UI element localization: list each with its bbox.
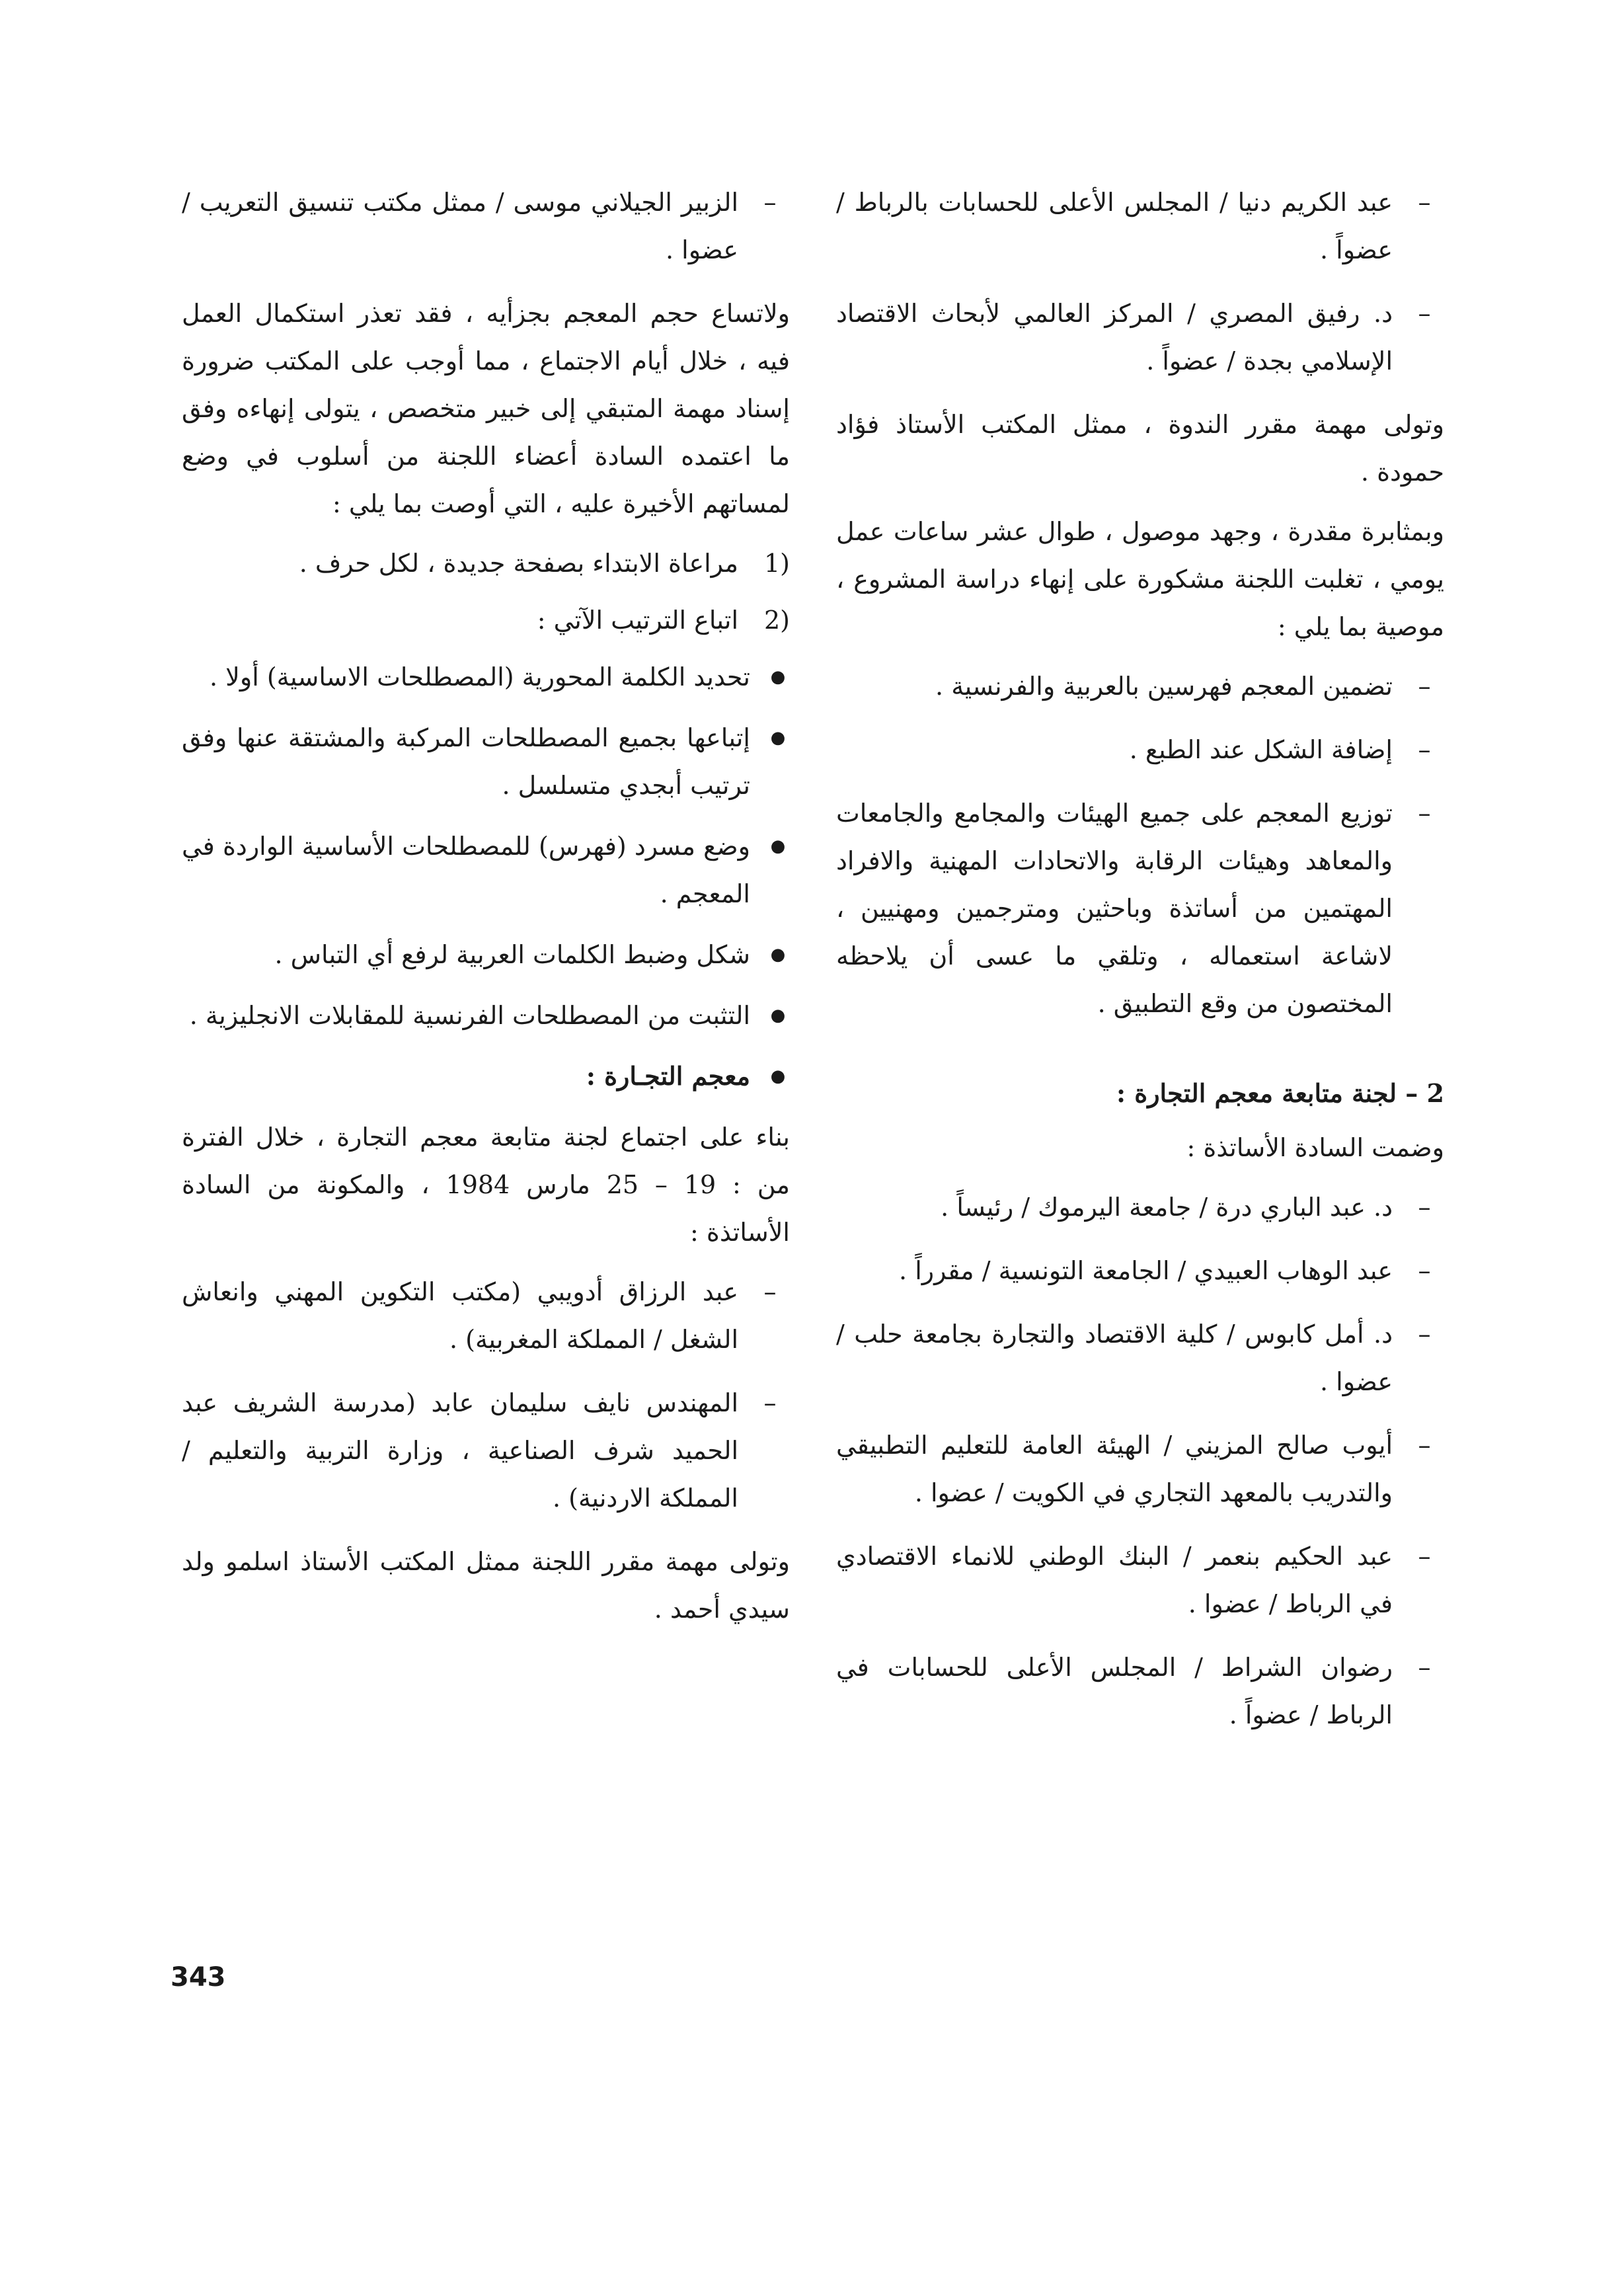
member-item xyxy=(836,1183,1444,1231)
bullet-item xyxy=(182,653,790,701)
member-item xyxy=(836,178,1444,274)
recommendation-item xyxy=(836,789,1444,1027)
recommendation-text: توزيع المعجم على جميع الهيئات والمجامع والجامعات والمعاهد وهيئات الرقابة والاتحادات المهنية والافراد المهتمين من أساتذة وباحثين ومترجمين ومهنيين ، لاشاعة استعماله ، وتلقي ما عسى أن يلاحظه المختصون من وقع التطبيق . xyxy=(836,799,1393,1018)
item-number: 1) xyxy=(763,549,790,578)
member-text: الزبير الجيلاني موسى / ممثل مكتب تنسيق التعريب / عضوا . xyxy=(182,188,738,264)
bullet-item xyxy=(182,931,790,978)
dash-mark: – xyxy=(1418,1256,1431,1285)
dash-mark: – xyxy=(1418,1193,1431,1222)
recommendation-text: تضمين المعجم فهرسين بالعربية والفرنسية . xyxy=(935,672,1393,701)
member-item xyxy=(182,1379,790,1522)
expansion-paragraph: ولاتساع حجم المعجم بجزأيه ، فقد تعذر استكمال العمل فيه ، خلال أيام الاجتماع ، مما أوجب على المكتب ضرورة إسناد مهمة المتبقي إلى خبير متخصص ، يتولى إنهاءه وفق ما اعتمده السادة أعضاء اللجنة من أسلوب في وضع لمساتهم الأخيرة عليه ، التي أوصت بما يلي : xyxy=(182,299,790,518)
bullet-icon: ● xyxy=(770,1006,786,1025)
dash-mark: – xyxy=(763,1388,777,1417)
member-text: المهندس نايف سليمان عابد (مدرسة الشريف عبد الحميد شرف الصناعية ، وزارة التربية والتعليم / المملكة الاردنية) . xyxy=(182,1388,738,1513)
member-item xyxy=(836,1532,1444,1628)
bullet-icon: ● xyxy=(770,836,786,856)
dash-mark: – xyxy=(763,1277,777,1306)
bullet-icon: ● xyxy=(770,945,786,965)
member-text: عبد الحكيم بنعمر / البنك الوطني للانماء الاقتصادي في الرباط / عضوا . xyxy=(836,1542,1393,1618)
dash-mark: – xyxy=(1418,188,1431,217)
commerce-heading xyxy=(182,1052,790,1100)
member-text: د. رفيق المصري / المركز العالمي لأبحاث الاقتصاد الإسلامي بجدة / عضواً . xyxy=(836,299,1393,376)
dash-mark: – xyxy=(763,188,777,217)
bullet-text: التثبت من المصطلحات الفرنسية للمقابلات الانجليزية . xyxy=(189,1001,750,1030)
dash-mark: – xyxy=(1418,735,1431,764)
dash-mark: – xyxy=(1418,1542,1431,1571)
member-text: عبد الوهاب العبيدي / الجامعة التونسية / مقرراً . xyxy=(899,1256,1393,1285)
numbered-text: اتباع الترتيب الآتي : xyxy=(537,606,738,635)
member-text: أيوب صالح المزيني / الهيئة العامة للتعليم التطبيقي والتدريب بالمعهد التجاري في الكويت / عضوا . xyxy=(836,1431,1393,1507)
numbered-item xyxy=(182,596,790,644)
member-item xyxy=(182,178,790,274)
bullet-item xyxy=(182,714,790,809)
bullet-text: إتباعها بجميع المصطلحات المركبة والمشتقة عنها وفق ترتيب أبجدي متسلسل . xyxy=(182,723,750,800)
member-text: عبد الرزاق أدويبي (مكتب التكوين المهني وانعاش الشغل / المملكة المغربية) . xyxy=(182,1277,738,1354)
dash-mark: – xyxy=(1418,1653,1431,1682)
bullet-text: شكل وضبط الكلمات العربية لرفع أي التباس . xyxy=(274,940,750,969)
member-item xyxy=(836,1247,1444,1294)
bullet-icon: ● xyxy=(770,728,786,748)
member-item xyxy=(836,1643,1444,1739)
numbered-text: مراعاة الابتداء بصفحة جديدة ، لكل حرف . xyxy=(299,549,738,578)
rapporteur-paragraph: وتولى مهمة مقرر اللجنة ممثل المكتب الأستاذ اسلمو ولد سيدي أحمد . xyxy=(182,1547,790,1624)
member-text: عبد الكريم دنيا / المجلس الأعلى للحسابات بالرباط / عضواً . xyxy=(836,188,1393,264)
bullet-icon: ● xyxy=(770,1066,786,1086)
section-heading: 2 – لجنة متابعة معجم التجارة : xyxy=(1116,1078,1444,1108)
bullet-icon: ● xyxy=(770,667,786,687)
right-column xyxy=(836,178,1444,1755)
recommendation-text: إضافة الشكل عند الطبع . xyxy=(1129,735,1393,764)
numbered-item xyxy=(182,539,790,587)
bullet-text: وضع مسرد (فهرس) للمصطلحات الأساسية الواردة في المعجم . xyxy=(182,832,750,908)
member-item xyxy=(182,1268,790,1363)
recommendation-item xyxy=(836,662,1444,710)
bullet-item xyxy=(182,822,790,918)
page-number: 343 xyxy=(171,1962,226,1993)
left-column xyxy=(182,178,790,1645)
bullet-item xyxy=(182,992,790,1039)
dash-mark: – xyxy=(1418,299,1431,328)
member-item xyxy=(836,290,1444,385)
dash-mark: – xyxy=(1418,672,1431,701)
section-intro: وضمت السادة الأساتذة : xyxy=(1186,1133,1444,1162)
rapporteur-paragraph: وتولى مهمة مقرر الندوة ، ممثل المكتب الأستاذ فؤاد حمودة . xyxy=(836,410,1444,487)
work-paragraph: وبمثابرة مقدرة ، وجهد موصول ، طوال عشر ساعات عمل يومي ، تغلبت اللجنة مشكورة على إنهاء دراسة المشروع ، موصية بما يلي : xyxy=(836,517,1444,641)
dash-mark: – xyxy=(1418,799,1431,828)
dash-mark: – xyxy=(1418,1431,1431,1460)
dash-mark: – xyxy=(1418,1320,1431,1349)
commerce-paragraph: بناء على اجتماع لجنة متابعة معجم التجارة ، خلال الفترة من : 19 – 25 مارس 1984 ، والمكونة من السادة الأساتذة : xyxy=(182,1123,791,1247)
bullet-text: تحديد الكلمة المحورية (المصطلحات الاساسية) أولا . xyxy=(210,662,750,692)
member-text: د. أمل كابوس / كلية الاقتصاد والتجارة بجامعة حلب / عضوا . xyxy=(836,1320,1393,1396)
recommendation-item xyxy=(836,726,1444,773)
member-text: رضوان الشراط / المجلس الأعلى للحسابات في الرباط / عضواً . xyxy=(836,1653,1393,1729)
member-item xyxy=(836,1310,1444,1405)
item-number: 2) xyxy=(763,606,790,635)
commerce-heading-text: معجم التجـارة : xyxy=(586,1061,750,1091)
member-text: د. عبد الباري درة / جامعة اليرموك / رئيساً . xyxy=(941,1193,1393,1222)
member-item xyxy=(836,1421,1444,1517)
